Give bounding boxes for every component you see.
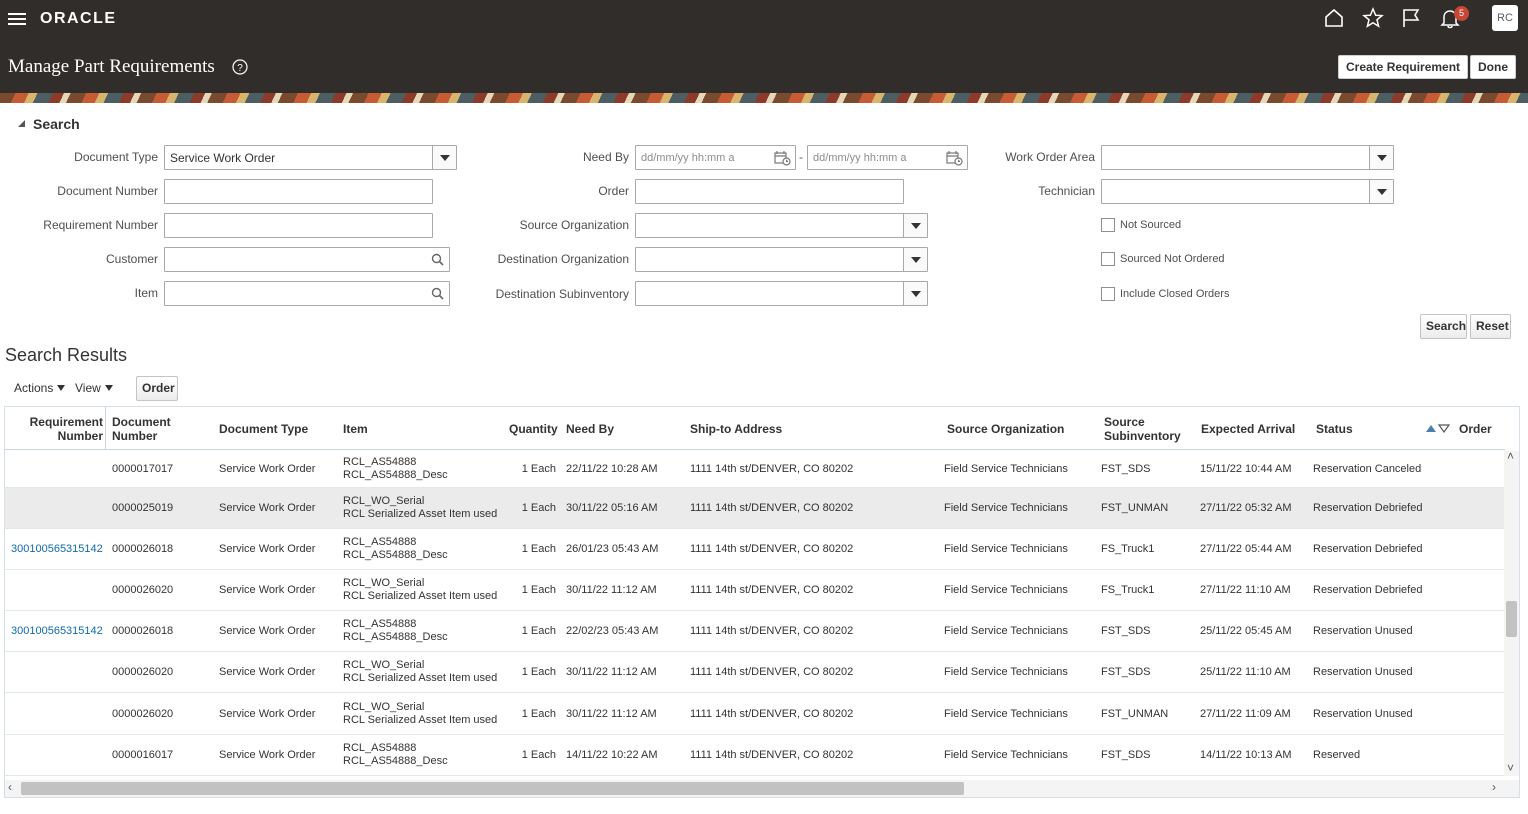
chevron-down-icon[interactable] [1369, 146, 1393, 169]
col-expected-arrival[interactable]: Expected Arrival [1201, 422, 1296, 436]
column-divider[interactable] [105, 407, 106, 450]
cell-expected-arrival: 27/11/22 05:32 AM [1200, 501, 1292, 514]
document-type-label: Document Type [74, 150, 158, 164]
cell-status: Reservation Debriefed [1313, 501, 1423, 514]
item-name: RCL_AS54888 [343, 455, 417, 468]
destination-organization-select[interactable] [635, 247, 928, 272]
table-row[interactable] [5, 488, 1505, 529]
technician-select[interactable] [1101, 179, 1394, 204]
cell-source-organization: Field Service Technicians [944, 462, 1068, 475]
table-row[interactable] [5, 694, 1505, 735]
cell-ship-to-address: 1111 14th st/DENVER, CO 80202 [690, 624, 854, 637]
cell-document-type: Service Work Order [219, 748, 316, 761]
cell-document-type: Service Work Order [219, 583, 316, 596]
cell-document-number: 0000026020 [112, 583, 174, 596]
col-label: Number [57, 429, 103, 443]
col-label: Document [112, 415, 171, 429]
cell-source-subinventory: FST_SDS [1101, 462, 1151, 475]
flag-icon[interactable] [1400, 7, 1422, 29]
need-by-to-placeholder: dd/mm/yy hh:mm a [813, 152, 907, 164]
not-sourced-label: Not Sourced [1120, 219, 1182, 231]
calendar-icon[interactable] [946, 150, 963, 166]
sort-icon[interactable] [1425, 422, 1451, 434]
page-title: Manage Part Requirements [8, 56, 215, 77]
cell-need-by: 22/02/23 05:43 AM [566, 624, 659, 637]
cell-source-subinventory: FST_SDS [1101, 748, 1151, 761]
col-need-by[interactable]: Need By [566, 422, 615, 436]
global-header [0, 0, 1528, 93]
notification-badge: 5 [1454, 6, 1469, 21]
chevron-down-icon [57, 385, 65, 391]
include-closed-orders-label: Include Closed Orders [1120, 288, 1230, 300]
item-description: RCL_AS54888_Desc [343, 468, 448, 481]
cell-document-number: 0000016017 [112, 748, 174, 761]
results-table [4, 406, 1520, 798]
chevron-down-icon[interactable] [903, 248, 927, 271]
cell-need-by: 26/01/23 05:43 AM [566, 542, 659, 555]
table-header [5, 407, 1505, 450]
search-icon[interactable] [431, 253, 444, 266]
cell-need-by: 30/11/22 05:16 AM [566, 501, 658, 514]
cell-source-subinventory: FST_SDS [1101, 624, 1151, 637]
actions-label: Actions [14, 381, 54, 395]
scroll-up-icon[interactable]: ˄ [1507, 449, 1515, 463]
item-name: RCL_WO_Serial [343, 658, 425, 671]
cell-status: Reservation Debriefed [1313, 583, 1423, 596]
cell-document-type: Service Work Order [219, 624, 316, 637]
cell-ship-to-address: 1111 14th st/DENVER, CO 80202 [690, 542, 854, 555]
technician-label: Technician [1038, 184, 1095, 198]
cell-status: Reservation Canceled [1313, 462, 1422, 475]
item-description: RCL_AS54888_Desc [343, 754, 448, 767]
cell-quantity: 1 Each [521, 748, 556, 761]
cell-source-subinventory: FST_UNMAN [1101, 707, 1169, 720]
col-status[interactable]: Status [1316, 422, 1353, 436]
customer-input[interactable] [164, 247, 450, 272]
cell-source-organization: Field Service Technicians [944, 583, 1068, 596]
cell-status: Reserved [1313, 748, 1361, 761]
cell-document-type: Service Work Order [219, 501, 316, 514]
col-label: Number [112, 429, 158, 443]
cell-item [343, 536, 475, 562]
item-description: RCL Serialized Asset Item used [343, 589, 498, 602]
cell-item [343, 742, 475, 768]
table-body [5, 451, 1505, 776]
chevron-down-icon[interactable] [903, 214, 927, 237]
oracle-logo[interactable]: ORACLE [40, 10, 117, 27]
item-name: RCL_WO_Serial [343, 576, 425, 589]
home-icon[interactable] [1323, 7, 1345, 29]
cell-expected-arrival: 25/11/22 05:45 AM [1200, 624, 1292, 637]
sourced-not-ordered-checkbox[interactable] [1101, 252, 1115, 266]
table-row[interactable] [5, 611, 1505, 652]
order-toolbar-button[interactable]: Order [136, 376, 178, 401]
cell-expected-arrival: 27/11/22 05:44 AM [1200, 542, 1292, 555]
search-button[interactable]: Search [1420, 314, 1467, 339]
cell-quantity: 1 Each [521, 707, 556, 720]
svg-text:?: ? [237, 63, 243, 74]
cell-source-organization: Field Service Technicians [944, 707, 1068, 720]
cell-item [343, 576, 498, 603]
table-row[interactable] [5, 652, 1505, 693]
order-label: Order [598, 184, 629, 198]
col-document-number[interactable] [112, 415, 171, 443]
table-row[interactable] [5, 529, 1505, 570]
cell-quantity: 1 Each [521, 624, 556, 637]
cell-ship-to-address: 1111 14th st/DENVER, CO 80202 [690, 462, 854, 475]
item-name: RCL_AS54888 [343, 741, 417, 754]
cell-document-type: Service Work Order [219, 665, 316, 678]
item-description: RCL Serialized Asset Item used [343, 507, 498, 520]
col-requirement-number[interactable] [11, 415, 103, 443]
order-input[interactable] [635, 179, 904, 204]
cell-need-by: 14/11/22 10:22 AM [566, 748, 658, 761]
chevron-down-icon[interactable] [903, 282, 927, 305]
cell-document-number: 0000025019 [112, 501, 174, 514]
view-label: View [75, 381, 101, 395]
cell-ship-to-address: 1111 14th st/DENVER, CO 80202 [690, 583, 854, 596]
cell-expected-arrival: 27/11/22 11:09 AM [1200, 707, 1291, 720]
help-icon[interactable] [232, 59, 248, 75]
work-order-area-label: Work Order Area [1005, 150, 1095, 164]
col-label: Subinventory [1104, 429, 1181, 443]
star-icon[interactable] [1362, 7, 1384, 29]
cell-item [343, 494, 498, 521]
cell-need-by: 22/11/22 10:28 AM [566, 462, 658, 475]
cell-expected-arrival: 15/11/22 10:44 AM [1200, 462, 1292, 475]
cell-ship-to-address: 1111 14th st/DENVER, CO 80202 [690, 707, 854, 720]
cell-quantity: 1 Each [521, 501, 556, 514]
work-order-area-select[interactable] [1101, 145, 1394, 170]
cell-source-subinventory: FST_UNMAN [1101, 501, 1169, 514]
document-type-select[interactable] [164, 145, 457, 170]
table-row[interactable] [5, 570, 1505, 611]
date-range-separator: - [799, 150, 803, 164]
chevron-down-icon[interactable] [432, 146, 456, 169]
cell-document-number: 0000026018 [112, 624, 174, 637]
avatar[interactable]: RC [1492, 5, 1518, 31]
item-description: RCL_AS54888_Desc [343, 548, 448, 561]
cell-expected-arrival: 14/11/22 10:13 AM [1200, 748, 1292, 761]
search-heading: Search [33, 116, 80, 132]
need-by-label: Need By [582, 150, 629, 164]
customer-label: Customer [105, 252, 158, 266]
cell-source-organization: Field Service Technicians [944, 624, 1068, 637]
cell-requirement-number[interactable]: 300100565315142 [11, 542, 103, 555]
calendar-icon[interactable] [774, 150, 791, 166]
destination-subinventory-label: Destination Subinventory [495, 287, 629, 301]
view-menu[interactable] [75, 381, 113, 395]
cell-status: Reservation Unused [1313, 665, 1413, 678]
cell-need-by: 30/11/22 11:12 AM [566, 665, 657, 678]
cell-ship-to-address: 1111 14th st/DENVER, CO 80202 [690, 748, 854, 761]
cell-item [343, 658, 498, 685]
item-name: RCL_AS54888 [343, 617, 417, 630]
cell-source-organization: Field Service Technicians [944, 748, 1068, 761]
horizontal-scrollbar[interactable] [5, 780, 1519, 797]
cell-ship-to-address: 1111 14th st/DENVER, CO 80202 [690, 665, 854, 678]
table-row[interactable] [5, 735, 1505, 776]
item-input[interactable] [164, 281, 450, 306]
col-source-organization[interactable]: Source Organization [947, 422, 1065, 436]
need-by-from-placeholder: dd/mm/yy hh:mm a [641, 152, 735, 164]
cell-document-number: 0000026018 [112, 542, 174, 555]
cell-need-by: 30/11/22 11:12 AM [566, 583, 657, 596]
cell-document-type: Service Work Order [219, 542, 316, 555]
not-sourced-checkbox[interactable] [1101, 218, 1115, 232]
item-description: RCL Serialized Asset Item used [343, 671, 498, 684]
cell-status: Reservation Unused [1313, 624, 1413, 637]
item-label: Item [134, 286, 158, 300]
vertical-scrollbar[interactable] [1504, 451, 1519, 776]
requirement-number-input[interactable] [164, 213, 433, 238]
cell-item [343, 456, 475, 482]
cell-expected-arrival: 25/11/22 11:10 AM [1200, 665, 1291, 678]
actions-menu[interactable] [14, 381, 65, 395]
table-row[interactable] [5, 451, 1505, 488]
include-closed-orders-checkbox[interactable] [1101, 287, 1115, 301]
horizontal-scroll-thumb[interactable] [21, 782, 964, 795]
source-organization-select[interactable] [635, 213, 928, 238]
cell-requirement-number[interactable]: 300100565315142 [11, 624, 103, 637]
col-item[interactable]: Item [343, 422, 368, 436]
item-description: RCL Serialized Asset Item used [343, 713, 498, 726]
cell-document-type: Service Work Order [219, 707, 316, 720]
cell-status: Reservation Unused [1313, 707, 1413, 720]
decorative-banner [0, 93, 1528, 103]
col-quantity[interactable]: Quantity [509, 422, 558, 436]
need-by-from-input[interactable] [635, 145, 796, 170]
cell-source-organization: Field Service Technicians [944, 501, 1068, 514]
cell-document-number: 0000017017 [112, 462, 174, 475]
cell-source-organization: Field Service Technicians [944, 542, 1068, 555]
cell-ship-to-address: 1111 14th st/DENVER, CO 80202 [690, 501, 854, 514]
col-document-type[interactable]: Document Type [219, 422, 309, 436]
reset-button[interactable]: Reset [1470, 314, 1511, 339]
col-label: Source [1104, 415, 1145, 429]
create-requirement-button[interactable]: Create Requirement [1338, 55, 1468, 79]
col-ship-to-address[interactable]: Ship-to Address [690, 422, 783, 436]
chevron-down-icon [105, 385, 113, 391]
cell-quantity: 1 Each [521, 583, 556, 596]
source-organization-label: Source Organization [519, 218, 629, 232]
cell-source-subinventory: FS_Truck1 [1101, 542, 1155, 555]
sourced-not-ordered-label: Sourced Not Ordered [1120, 253, 1225, 265]
cell-expected-arrival: 27/11/22 11:10 AM [1200, 583, 1291, 596]
document-number-label: Document Number [57, 184, 158, 198]
document-number-input[interactable] [164, 179, 433, 204]
scroll-right-icon[interactable]: › [1492, 780, 1496, 794]
destination-organization-label: Destination Organization [497, 252, 629, 266]
destination-subinventory-select[interactable] [635, 281, 928, 306]
scroll-left-icon[interactable]: ‹ [8, 780, 12, 794]
search-icon[interactable] [431, 287, 444, 300]
item-name: RCL_WO_Serial [343, 494, 425, 507]
document-type-value: Service Work Order [170, 151, 276, 165]
chevron-down-icon[interactable] [1369, 180, 1393, 203]
need-by-to-input[interactable] [807, 145, 968, 170]
hamburger-icon[interactable] [8, 10, 26, 26]
cell-quantity: 1 Each [521, 542, 556, 555]
col-label: Requirement [29, 415, 103, 429]
cell-quantity: 1 Each [521, 665, 556, 678]
cell-status: Reservation Debriefed [1313, 542, 1423, 555]
search-section-toggle[interactable] [18, 116, 80, 132]
item-description: RCL_AS54888_Desc [343, 630, 448, 643]
requirement-number-label: Requirement Number [43, 218, 158, 232]
cell-source-organization: Field Service Technicians [944, 665, 1068, 678]
scroll-down-icon[interactable]: ˅ [1507, 761, 1515, 775]
collapse-icon [18, 120, 25, 127]
vertical-scroll-thumb[interactable] [1506, 601, 1517, 637]
cell-document-number: 0000026020 [112, 665, 174, 678]
search-results-title: Search Results [5, 345, 128, 365]
cell-item [343, 700, 498, 727]
cell-quantity: 1 Each [521, 462, 556, 475]
cell-document-number: 0000026020 [112, 707, 174, 720]
cell-item [343, 618, 475, 644]
cell-document-type: Service Work Order [219, 462, 316, 475]
cell-source-subinventory: FS_Truck1 [1101, 583, 1155, 596]
done-button[interactable]: Done [1470, 55, 1516, 79]
cell-source-subinventory: FST_SDS [1101, 665, 1151, 678]
item-name: RCL_AS54888 [343, 535, 417, 548]
col-order[interactable]: Order [1459, 422, 1492, 436]
cell-need-by: 30/11/22 11:12 AM [566, 707, 657, 720]
col-source-subinventory[interactable] [1104, 415, 1181, 443]
item-name: RCL_WO_Serial [343, 700, 425, 713]
